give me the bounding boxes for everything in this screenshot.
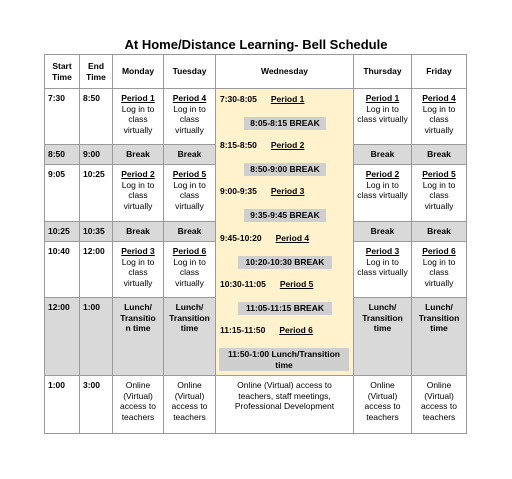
row-end-time: 10:35 [80, 222, 113, 242]
wed-period-6 [220, 325, 313, 336]
thursday-cell [354, 165, 412, 222]
wednesday-cell: Online (Virtual) access to teachers, staff meetings, Professional Development [216, 376, 354, 434]
cell-text: Log in to class virtually [357, 179, 408, 200]
time-range: 10:30-11:05 [220, 279, 266, 289]
thursday-cell: Break [354, 145, 412, 165]
period-link: Period 3 [121, 246, 155, 256]
monday-cell: Break [113, 222, 164, 242]
period-link: Period 1 [121, 93, 155, 103]
monday-cell: Online (Virtual) access to teachers [113, 376, 164, 434]
period-label: Period 4 [275, 233, 310, 243]
wednesday-schedule [216, 89, 354, 376]
period-link: Period 5 [172, 169, 207, 179]
cell-text: Log in to class virtually [357, 103, 408, 124]
row-start-time: 12:00 [45, 298, 80, 376]
header-monday: Monday [113, 55, 164, 89]
header-friday: Friday [412, 55, 467, 89]
cell-text: Log in to class virtually [422, 103, 456, 135]
thursday-cell: Break [354, 222, 412, 242]
row-end-time: 3:00 [80, 376, 113, 434]
bell-schedule-table [44, 54, 467, 434]
tuesday-cell: Break [164, 145, 216, 165]
friday-cell: Break [412, 145, 467, 165]
tuesday-cell [164, 165, 216, 222]
tuesday-cell: Break [164, 222, 216, 242]
thursday-cell [354, 89, 412, 145]
row-end-time: 1:00 [80, 298, 113, 376]
friday-cell [412, 165, 467, 222]
period-link: Period 1 [365, 93, 400, 103]
header-thursday: Thursday [354, 55, 412, 89]
friday-cell: Lunch/ Transition time [412, 298, 467, 376]
monday-cell: Break [113, 145, 164, 165]
cell-text: Log in to class virtually [121, 179, 155, 211]
period-link: Period 4 [172, 93, 207, 103]
time-range: 11:15-11:50 [220, 325, 266, 335]
monday-cell [113, 242, 164, 298]
row-start-time: 9:05 [45, 165, 80, 222]
period-label: Period 1 [270, 94, 305, 104]
period-link: Period 2 [121, 169, 155, 179]
cell-text: Log in to class virtually [173, 103, 206, 135]
monday-cell: Lunch/ Transitio n time [113, 298, 164, 376]
row-end-time: 9:00 [80, 145, 113, 165]
period-label: Period 5 [279, 279, 314, 289]
monday-cell [113, 89, 164, 145]
time-range: 8:15-8:50 [220, 140, 257, 150]
friday-cell: Break [412, 222, 467, 242]
period-link: Period 6 [422, 246, 456, 256]
period-link: Period 3 [365, 246, 400, 256]
period-label: Period 3 [270, 186, 305, 196]
wed-lunch: 11:50-1:00 Lunch/Transition time [219, 348, 349, 371]
row-start-time: 7:30 [45, 89, 80, 145]
row-start-time: 8:50 [45, 145, 80, 165]
cell-text: Log in to class virtually [173, 256, 206, 288]
tuesday-cell: Lunch/ Transition time [164, 298, 216, 376]
wed-break: 8:50-9:00 BREAK [244, 163, 326, 176]
row-start-time: 1:00 [45, 376, 80, 434]
cell-text: Log in to class virtually [357, 256, 408, 277]
cell-text: Log in to class virtually [121, 256, 155, 288]
period-label: Period 2 [270, 140, 305, 150]
friday-cell: Online (Virtual) access to teachers [412, 376, 467, 434]
header-start-time: Start Time [45, 55, 80, 89]
row-start-time: 10:40 [45, 242, 80, 298]
wed-break: 8:05-8:15 BREAK [244, 117, 326, 130]
cell-text: Log in to class virtually [422, 256, 456, 288]
wed-period-5 [220, 279, 313, 290]
wed-break: 11:05-11:15 BREAK [238, 302, 332, 315]
page-title: At Home/Distance Learning- Bell Schedule [124, 37, 388, 52]
tuesday-cell [164, 242, 216, 298]
row-start-time: 10:25 [45, 222, 80, 242]
header-wednesday: Wednesday [216, 55, 354, 89]
time-range: 7:30-8:05 [220, 94, 257, 104]
friday-cell [412, 89, 467, 145]
period-link: Period 2 [365, 169, 400, 179]
period-link: Period 5 [422, 169, 456, 179]
wed-period-2 [220, 140, 304, 151]
wed-break: 9:35-9:45 BREAK [244, 209, 326, 222]
tuesday-cell: Online (Virtual) access to teachers [164, 376, 216, 434]
cell-text: Log in to class virtually [422, 179, 456, 211]
period-link: Period 4 [422, 93, 456, 103]
header-tuesday: Tuesday [164, 55, 216, 89]
row-end-time: 8:50 [80, 89, 113, 145]
wed-break: 10:20-10:30 BREAK [238, 256, 332, 269]
cell-text: Log in to class virtually [173, 179, 206, 211]
period-label: Period 6 [279, 325, 313, 335]
header-end-time: End Time [80, 55, 113, 89]
wed-period-4 [220, 233, 309, 244]
monday-cell [113, 165, 164, 222]
time-range: 9:00-9:35 [220, 186, 257, 196]
wed-period-1 [220, 94, 304, 105]
friday-cell [412, 242, 467, 298]
row-end-time: 10:25 [80, 165, 113, 222]
tuesday-cell [164, 89, 216, 145]
cell-text: Log in to class virtually [121, 103, 155, 135]
period-link: Period 6 [172, 246, 207, 256]
thursday-cell [354, 242, 412, 298]
thursday-cell: Online (Virtual) access to teachers [354, 376, 412, 434]
wed-period-3 [220, 186, 304, 197]
thursday-cell: Lunch/ Transition time [354, 298, 412, 376]
row-end-time: 12:00 [80, 242, 113, 298]
time-range: 9:45-10:20 [220, 233, 262, 243]
